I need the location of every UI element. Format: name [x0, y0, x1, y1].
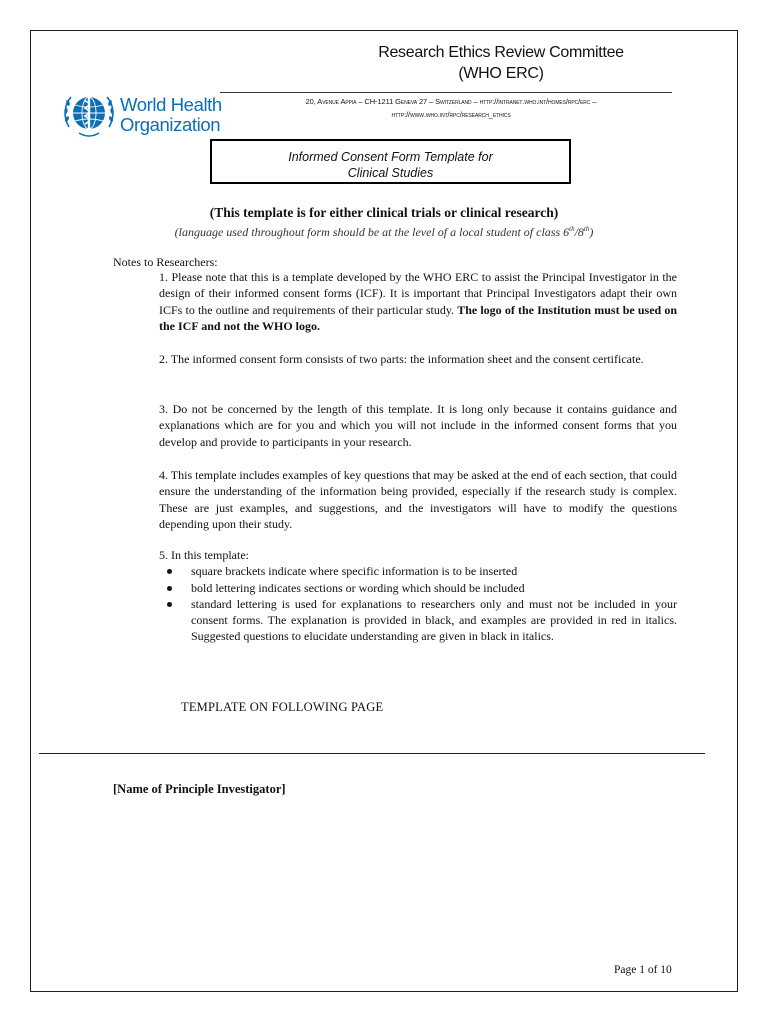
language-note-text: (language used throughout form should be at the level of a local student of class 6	[174, 225, 570, 239]
principal-investigator-placeholder: [Name of Principle Investigator]	[113, 782, 286, 796]
note-5	[159, 547, 677, 645]
language-note	[31, 222, 737, 239]
note-3-text: 3. Do not be concerned by the length of this template. It is long only because it contains guidance and explanations which are for you and which you will not include in the informed consent forms that you develop and provide to participants in your research.	[159, 402, 677, 449]
form-title-box	[210, 139, 571, 184]
committee-name: Research Ethics Review Committee	[378, 44, 624, 61]
language-note-sup-2: th	[583, 225, 590, 233]
section-divider	[39, 753, 705, 754]
who-name	[120, 95, 222, 135]
note-1-text: 1. Please note that this is a template developed by the WHO ERC to assist the Principal Investigator in the design of their informed consent forms (ICF). It is important that Principal Investigators adapt their own ICFs to the outline and requirements of their particular study.	[159, 270, 677, 317]
committee-address	[236, 95, 666, 121]
list-item-text: square brackets indicate where specific information is to be inserted	[191, 564, 518, 579]
document-page	[30, 30, 738, 992]
note-2	[159, 351, 677, 367]
bullet-icon	[167, 569, 172, 574]
note-4	[159, 467, 677, 532]
note-1-bold: The logo of the Institution must be used on the ICF and not the WHO logo.	[159, 302, 678, 333]
template-conventions-list	[159, 563, 677, 644]
address-line-2: http://www.who.int/rpc/research_ethics	[391, 110, 511, 119]
bullet-icon	[167, 586, 172, 591]
template-scope: (This template is for either clinical trials or clinical research)	[209, 205, 559, 220]
list-item	[159, 596, 677, 645]
who-logo	[61, 89, 261, 141]
note-1	[159, 269, 677, 334]
bullet-icon	[167, 602, 172, 607]
form-title-line-2: Clinical Studies	[347, 166, 434, 180]
list-item-text: bold lettering indicates sections or wording which should be included	[191, 580, 525, 595]
committee-title	[341, 42, 661, 84]
who-emblem-icon	[61, 89, 117, 141]
form-title-line-1: Informed Consent Form Template for	[288, 150, 493, 164]
note-2-text: 2. The informed consent form consists of two parts: the information sheet and the consent certificate.	[159, 352, 644, 366]
notes-heading: Notes to Researchers:	[113, 255, 218, 269]
address-line-1: 20, Avenue Appia – CH-1211 Geneva 27 – Switzerland – http://intranet.who.int/homes/rpc/erc –	[305, 97, 597, 106]
note-5-intro: 5. In this template:	[159, 548, 249, 562]
form-title	[212, 149, 569, 181]
who-name-line-1: World Health	[120, 94, 222, 115]
committee-abbreviation: (WHO ERC)	[458, 65, 544, 82]
language-note-mid: /8	[574, 225, 584, 239]
list-item	[159, 580, 677, 596]
page-number: Page 1 of 10	[614, 964, 672, 976]
note-4-text: 4. This template includes examples of key questions that may be asked at the end of each section, that could ensure the understanding of the information being provided, especially if the research study is complex. These are just examples, and suggestions, and the investigators will have to modify the questions depending upon their study.	[159, 468, 677, 531]
header-divider	[220, 92, 672, 93]
note-3	[159, 401, 677, 450]
following-page-note: TEMPLATE ON FOLLOWING PAGE	[181, 700, 384, 714]
list-item-text: standard lettering is used for explanations to researchers only and must not be included in your consent forms. The explanation is provided in black, and examples are provided in red in italics. Suggested questions to elucidate understanding are given in black in italics.	[191, 596, 677, 644]
language-note-sup-1: th	[569, 225, 575, 233]
who-name-line-2: Organization	[120, 114, 221, 135]
language-note-end: )	[589, 225, 594, 239]
list-item	[159, 563, 677, 579]
